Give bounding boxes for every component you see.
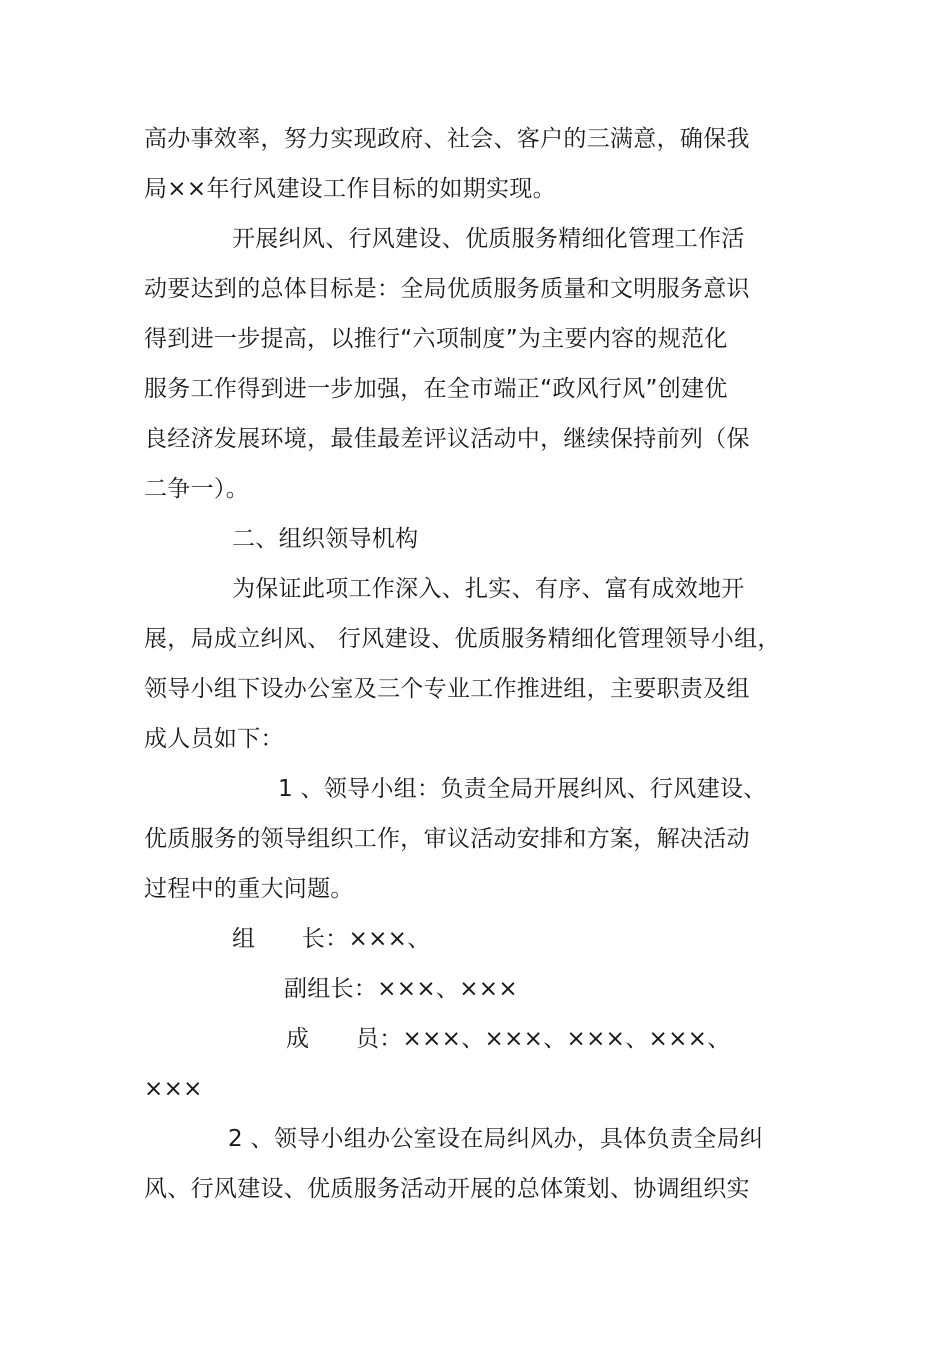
member-deputy-line: 副组长：×××、××× (284, 976, 518, 1002)
paragraph-start-line: 2 、领导小组办公室设在局纠风办，具体负责全局纠 (228, 1126, 764, 1152)
text-line: 展，局成立纠风、 行风建设、优质服务精细化管理领导小组， (144, 626, 781, 652)
text-line: ××× (144, 1076, 203, 1102)
text-line: 风、行风建设、优质服务活动开展的总体策划、协调组织实 (144, 1176, 750, 1202)
text-line: 局××年行风建设工作目标的如期实现。 (144, 176, 556, 202)
text-line: 良经济发展环境，最佳最差评议活动中，继续保持前列（保 (144, 426, 750, 452)
text-line: 成人员如下： (144, 726, 284, 752)
text-line: 二争一）。 (144, 476, 249, 502)
text-line: 高办事效率，努力实现政府、社会、客户的三满意，确保我 (144, 126, 750, 152)
text-line: 优质服务的领导组织工作，审议活动安排和方案，解决活动 (144, 826, 750, 852)
paragraph-start-line: 开展纠风、行风建设、优质服务精细化管理工作活 (232, 226, 745, 252)
member-list-line: 成 员：×××、×××、×××、×××、 (286, 1026, 731, 1052)
text-line: 得到进一步提高，以推行“六项制度”为主要内容的规范化 (144, 326, 728, 352)
paragraph-start-line: 1 、领导小组：负责全局开展纠风、行风建设、 (278, 776, 767, 802)
text-line: 过程中的重大问题。 (144, 876, 354, 902)
member-leader-line: 组 长：×××、 (232, 926, 431, 952)
paragraph-start-line: 为保证此项工作深入、扎实、有序、富有成效地开 (232, 576, 745, 602)
text-line: 动要达到的总体目标是：全局优质服务质量和文明服务意识 (144, 276, 750, 302)
text-line: 领导小组下设办公室及三个专业工作推进组，主要职责及组 (144, 676, 750, 702)
section-heading: 二、组织领导机构 (232, 526, 419, 552)
text-line: 服务工作得到进一步加强，在全市端正“政风行风”创建优 (144, 376, 728, 402)
